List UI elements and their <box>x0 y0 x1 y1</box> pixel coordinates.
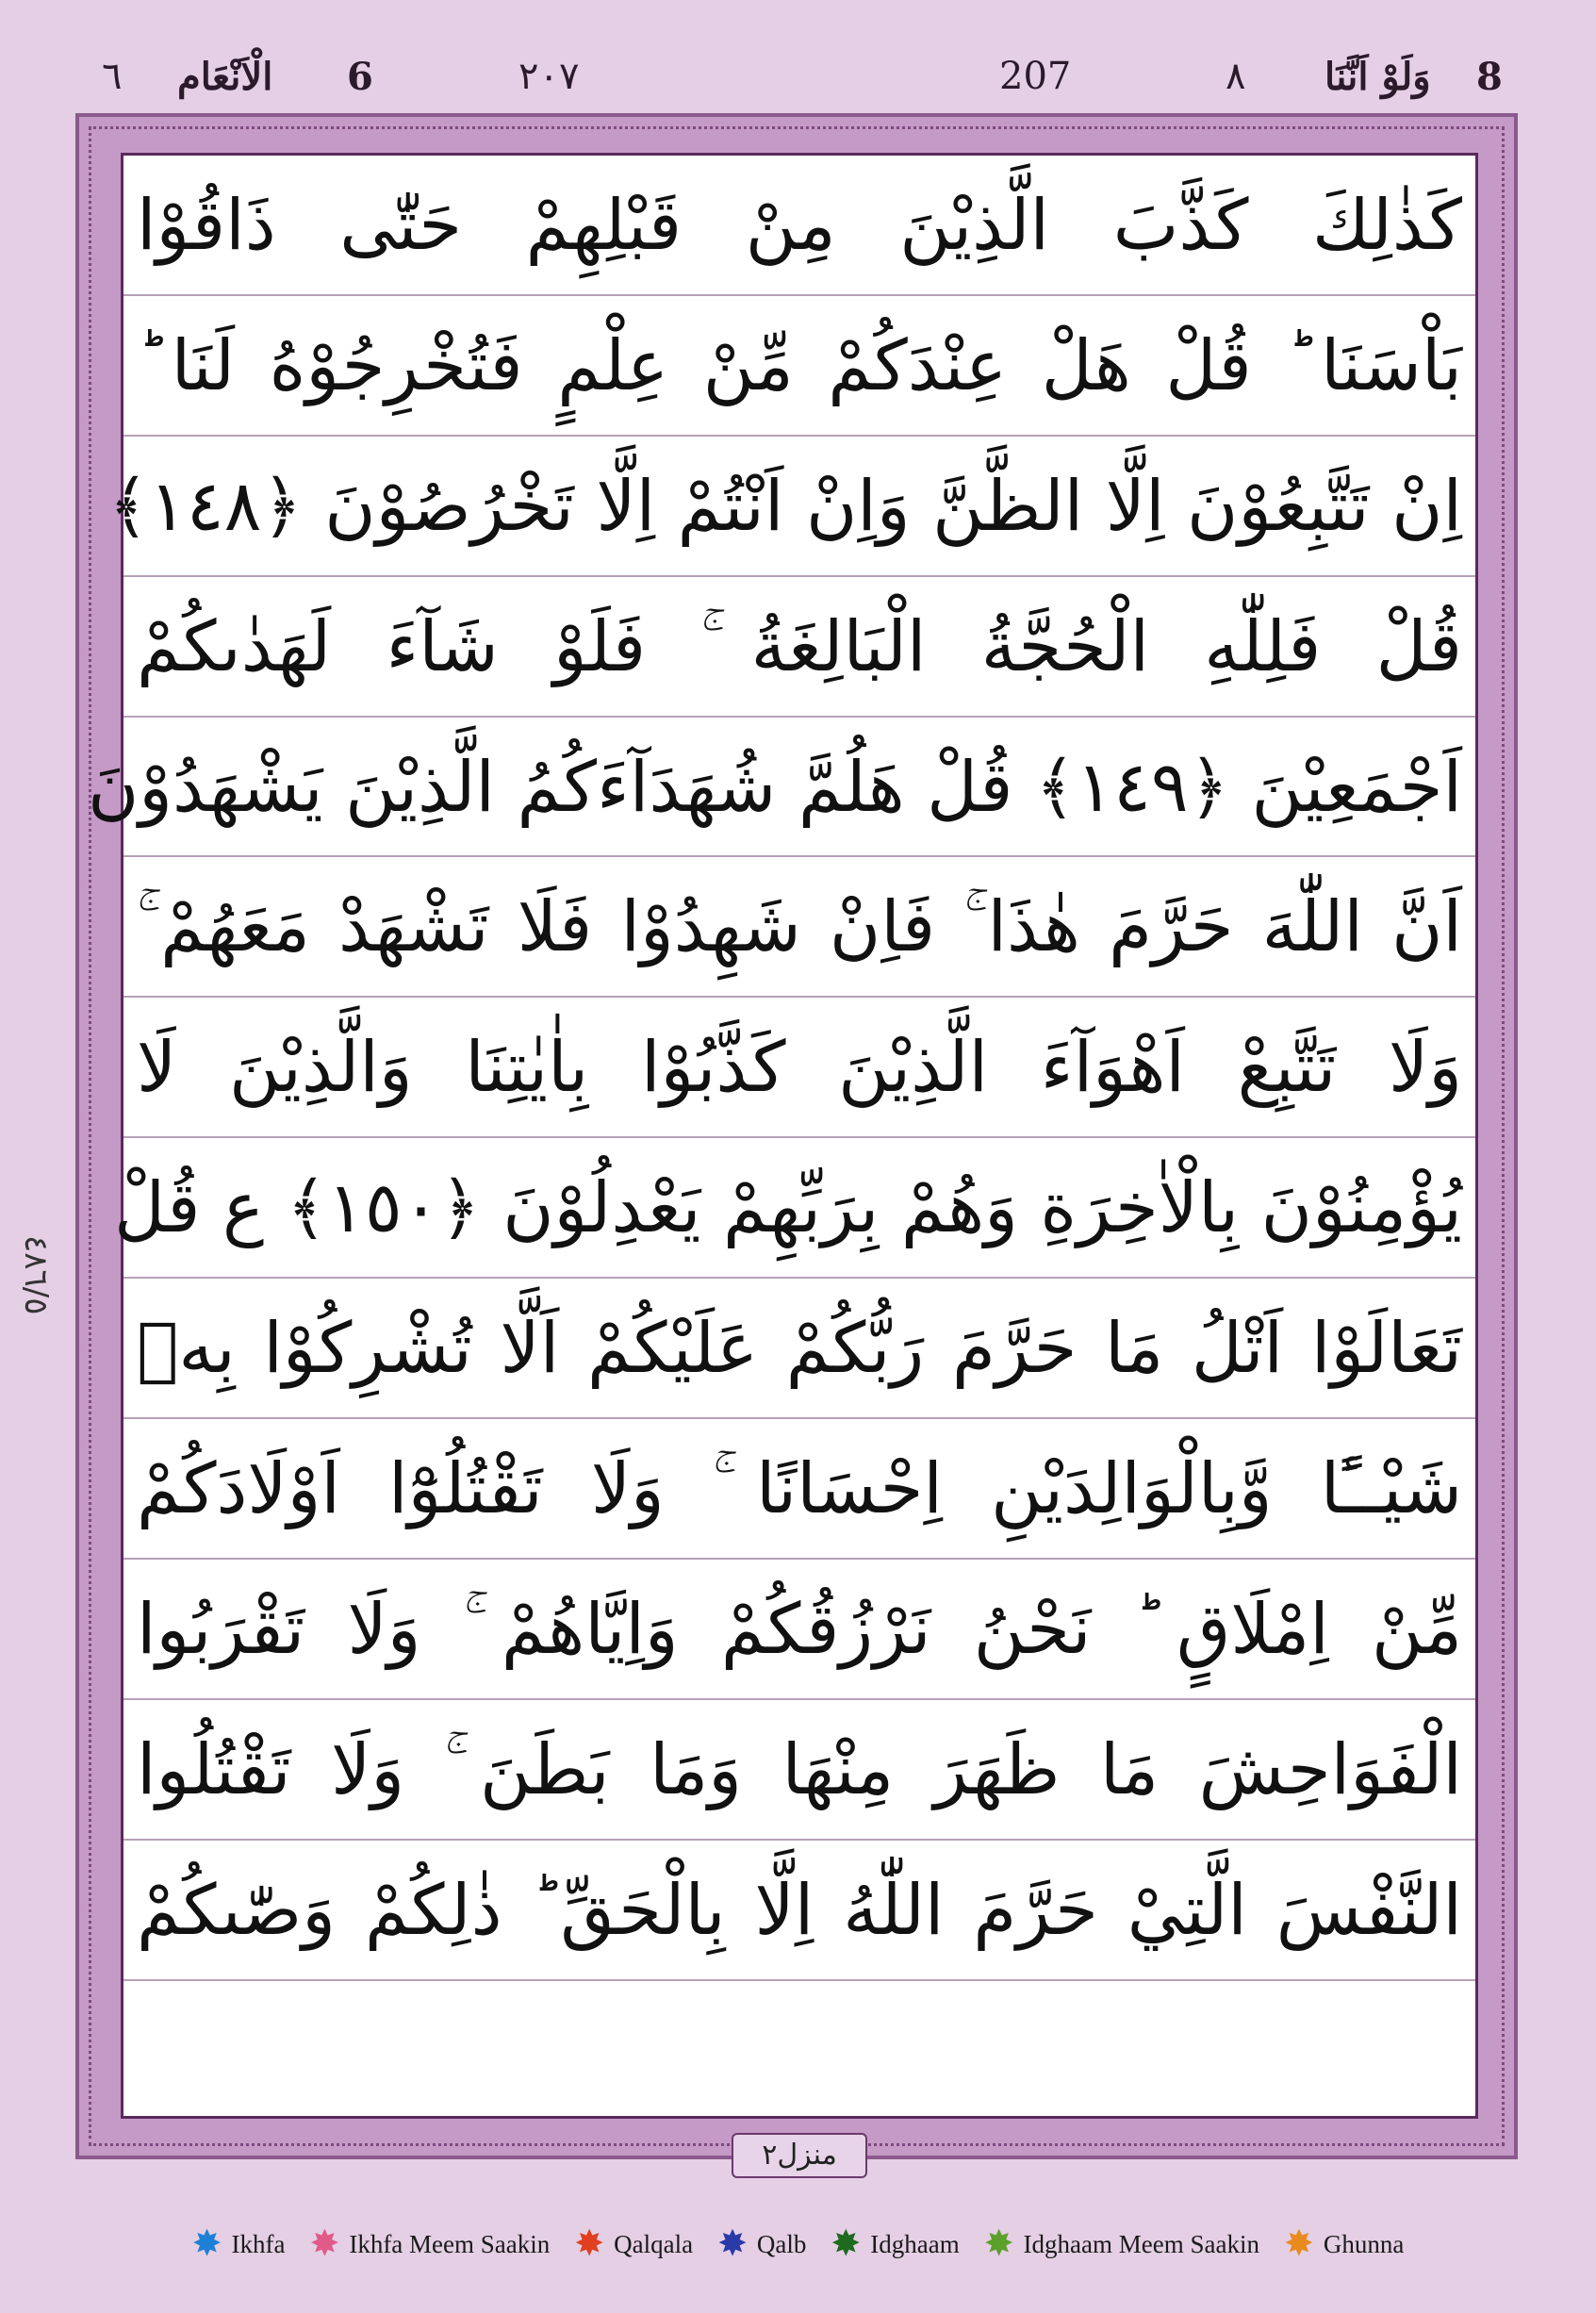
star-icon: ✸ <box>983 2224 1014 2264</box>
text-line: اَنَّ اللّٰهَ حَرَّمَ هٰذَا ۚ فَاِنْ شَهِدُوْا فَلَا تَشْهَدْ مَعَهُمْ ۚ <box>123 857 1475 998</box>
tajweed-legend <box>0 2178 1596 2310</box>
manzil-label: منزل٢ <box>732 2133 867 2178</box>
ruku-side-marker: ٤٨٦/٥ <box>17 1235 55 1315</box>
legend-label: Qalb <box>756 2229 807 2258</box>
text-line <box>123 1981 1475 2122</box>
star-icon: ✸ <box>1283 2224 1314 2264</box>
legend-label: Qalqala <box>614 2229 694 2258</box>
juz-name: وَلَوْ اَنَّنَا <box>1325 55 1431 99</box>
legend-label: Ghunna <box>1323 2229 1405 2258</box>
legend-label: Ikhfa <box>231 2229 286 2258</box>
page-number: 207 <box>999 55 1072 98</box>
text-line: شَيْــًٔا وَّبِالْوَالِدَيْنِ اِحْسَانًا ۚ وَلَا تَقْتُلُوْٓا اَوْلَادَكُمْ <box>123 1419 1475 1560</box>
surah-number: 6 <box>347 55 373 99</box>
quran-text-area <box>87 153 1478 2119</box>
star-icon: ✸ <box>831 2224 862 2264</box>
text-line: كَذٰلِكَ كَذَّبَ الَّذِيْنَ مِنْ قَبْلِهِمْ حَتّٰى ذَاقُوْا <box>123 156 1475 296</box>
star-icon: ✸ <box>574 2224 605 2264</box>
text-line: اِنْ تَتَّبِعُوْنَ اِلَّا الظَّنَّ وَاِنْ اَنْتُمْ اِلَّا تَخْرُصُوْنَ ﴿١٤٨﴾ <box>123 437 1475 577</box>
text-line: النَّفْسَ الَّتِيْ حَرَّمَ اللّٰهُ اِلَّا بِالْحَقِّ ؕ ذٰلِكُمْ وَصّٰىكُمْ <box>123 1841 1475 1981</box>
text-line: تَعَالَوْا اَتْلُ مَا حَرَّمَ رَبُّكُمْ عَلَيْكُمْ اَلَّا تُشْرِكُوْا بِهٖ <box>123 1279 1475 1419</box>
text-line: اَجْمَعِيْنَ ﴿١٤٩﴾ قُلْ هَلُمَّ شُهَدَآءَكُمُ الَّذِيْنَ يَشْهَدُوْنَ <box>123 718 1475 858</box>
page-header <box>0 0 1596 113</box>
legend-item <box>984 2226 1259 2262</box>
surah-name: الْاَنْعَام <box>177 55 273 99</box>
juz-number: 8 <box>1476 55 1503 99</box>
star-icon: ✸ <box>717 2224 748 2264</box>
star-icon: ✸ <box>309 2224 340 2264</box>
text-line: قُلْ فَلِلّٰهِ الْحُجَّةُ الْبَالِغَةُ ۚ فَلَوْ شَآءَ لَهَدٰىكُمْ <box>123 577 1475 718</box>
legend-item <box>574 2226 693 2262</box>
legend-label: Idghaam <box>870 2229 960 2258</box>
legend-item <box>309 2226 550 2262</box>
legend-item <box>192 2226 286 2262</box>
legend-label: Ikhfa Meem Saakin <box>349 2229 551 2258</box>
text-line: وَلَا تَتَّبِعْ اَهْوَآءَ الَّذِيْنَ كَذَّبُوْا بِاٰيٰتِنَا وَالَّذِيْنَ لَا <box>123 998 1475 1138</box>
legend-item <box>717 2226 806 2262</box>
legend-item <box>831 2226 959 2262</box>
juz-number-arabic: ٨ <box>1226 55 1246 98</box>
text-line: مِّنْ اِمْلَاقٍ ؕ نَحْنُ نَرْزُقُكُمْ وَاِيَّاهُمْ ۚ وَلَا تَقْرَبُوا <box>123 1560 1475 1700</box>
text-line: الْفَوَاحِشَ مَا ظَهَرَ مِنْهَا وَمَا بَطَنَ ۚ وَلَا تَقْتُلُوا <box>123 1700 1475 1841</box>
page-number-arabic: ٢٠٧ <box>518 55 580 98</box>
legend-item <box>1284 2226 1404 2262</box>
surah-number-arabic: ٦ <box>102 55 123 98</box>
legend-label: Idghaam Meem Saakin <box>1023 2229 1259 2258</box>
text-line: يُؤْمِنُوْنَ بِالْاٰخِرَةِ وَهُمْ بِرَبِّهِمْ يَعْدِلُوْنَ ﴿١٥٠﴾ ع قُلْ <box>123 1138 1475 1279</box>
text-line: بَاْسَنَا ؕ قُلْ هَلْ عِنْدَكُمْ مِّنْ عِلْمٍ فَتُخْرِجُوْهُ لَنَا ؕ <box>123 296 1475 437</box>
star-icon: ✸ <box>191 2224 222 2264</box>
